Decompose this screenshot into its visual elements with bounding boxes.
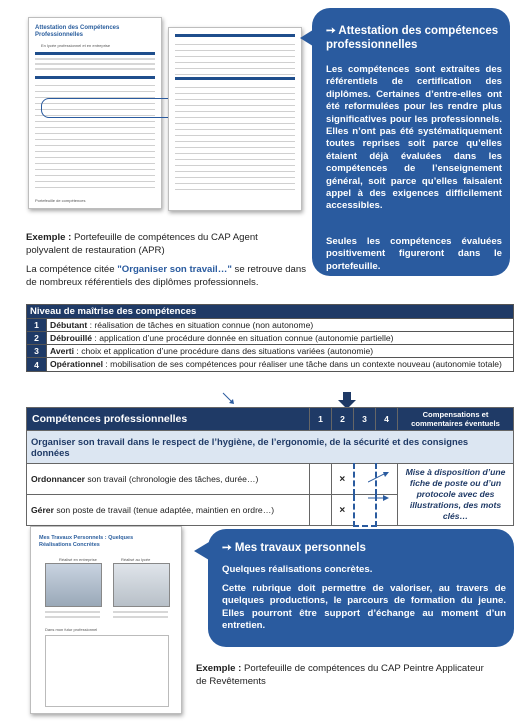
- note-text: La compétence citée "Organiser son travail…" se retrouve dans de nombreux référentiels des diplômes professionnels.: [26, 264, 307, 288]
- table-row: Gérer son poste de travail (tenue adaptée, maintien en ordre…) ×: [27, 495, 514, 526]
- highlight-ellipse: [41, 98, 183, 118]
- callout-tail: [194, 542, 209, 560]
- callout-paragraph: Cette rubrique doit permettre de valoriser, au travers de quelques productions, le parcours de formation du jeune. Elles pourront être support d’échange au moment d’un entretien.: [222, 583, 506, 632]
- example-text: Portefeuille de compétences du CAP Agent polyvalent de restauration (APR): [26, 232, 258, 256]
- competences-header: Compétences professionnelles: [27, 408, 310, 431]
- note-quote: "Organiser son travail…": [117, 264, 232, 275]
- comment-cell: Mise à disposition d’une fiche de poste ou d’un protocole avec des illustrations, des mots clés…: [398, 464, 514, 526]
- competences-table: Compétences professionnelles 1 2 3 4 Compensations et commentaires éventuels Organiser son travail dans le respect de l’hygiène, de l’ergonomie, de la sécurité et des consignes données Ordonnancer son travail (chronologie des tâches, durée…) × Mise à disposition d’une fiche de poste ou d’un protocole avec des illustrations, des mots clés… Gérer son poste de travail (tenue adaptée, maintien en ordre…) ×: [26, 407, 514, 527]
- doc-title: Mes Travaux Personnels : Quelques Réalisations Concrètes: [39, 535, 134, 548]
- document-thumbnail-left: [28, 17, 162, 209]
- doc-title: Attestation des Compétences Professionnelles: [35, 25, 120, 38]
- callout-heading: ➙ Mes travaux personnels: [222, 542, 366, 554]
- callout-paragraph: Seules les compétences évaluées positivement figureront dans le portefeuille.: [326, 236, 502, 272]
- table-row: Ordonnancer son travail (chronologie des tâches, durée…) × Mise à disposition d’une fiche de poste ou d’un protocole avec des illustrations, des mots clés…: [27, 464, 514, 495]
- table-row: 1 Débutant : réalisation de tâches en situation connue (non autonome): [27, 319, 514, 332]
- doc-subtitle: En lycée professionnel et en entreprise: [41, 43, 111, 48]
- photo-caption: Réalisé au lycée: [121, 557, 151, 562]
- photo-image: [113, 563, 170, 607]
- callout-paragraph: Les compétences sont extraites des référentiels de certification des diplômes. Certaines d’entre-elles ont été reformulées pour les rendre plus significatives pour les professionnels. Elles n’ont pas été systématiquement toutes reprises soit parce qu’elles étaient déjà évaluées dans les compétences de l’enseignement général, soit parce qu’elles faisaient appel à des exigences difficilement accessibles.: [326, 64, 502, 212]
- document-thumbnail-bottom: [30, 526, 182, 714]
- callout-paragraph: Quelques réalisations concrètes.: [222, 564, 373, 575]
- check-mark: ×: [332, 464, 354, 495]
- check-mark: ×: [332, 495, 354, 526]
- example-caption: [26, 232, 296, 257]
- example-text: Portefeuille de compétences du CAP Peintre Applicateur de Revêtements: [196, 663, 484, 687]
- table-row: 3 Averti : choix et application d’une procédure dans des situations variées (autonomie): [27, 345, 514, 358]
- competence-section: Organiser son travail dans le respect de l’hygiène, de l’ergonomie, de la sécurité et des consignes données: [27, 431, 514, 464]
- levels-table: [26, 304, 514, 372]
- comments-header: Compensations et commentaires éventuels: [398, 408, 514, 431]
- example-label: Exemple :: [196, 663, 242, 674]
- table-row: 4 Opérationnel : mobilisation de ses compétences pour réaliser une tâche dans un contexte nouveau (autonomie totale): [27, 358, 514, 372]
- photo-caption: Réalisé en entreprise: [59, 557, 97, 562]
- document-thumbnail-right: [168, 27, 302, 211]
- example-label: Exemple :: [26, 232, 72, 243]
- doc-footer: Portefeuille de compétences: [35, 198, 86, 203]
- callout-tail: [300, 28, 316, 48]
- table-row: 2 Débrouillé : application d’une procédure donnée en situation connue (autonomie partielle): [27, 332, 514, 345]
- example-caption: [196, 663, 496, 688]
- callout-attestation: [312, 8, 510, 276]
- arrow-right-icon: [368, 470, 390, 489]
- levels-header: Niveau de maîtrise des compétences: [27, 305, 514, 319]
- photo-image: [45, 563, 102, 607]
- callout-travaux: [208, 529, 514, 647]
- doc-table-header: [35, 52, 155, 55]
- section-caption: Dans mon futur professionnel: [45, 627, 98, 632]
- arrow-right-icon: [368, 490, 390, 508]
- callout-heading: ➙ Attestation des compétences professionnelles: [326, 25, 499, 51]
